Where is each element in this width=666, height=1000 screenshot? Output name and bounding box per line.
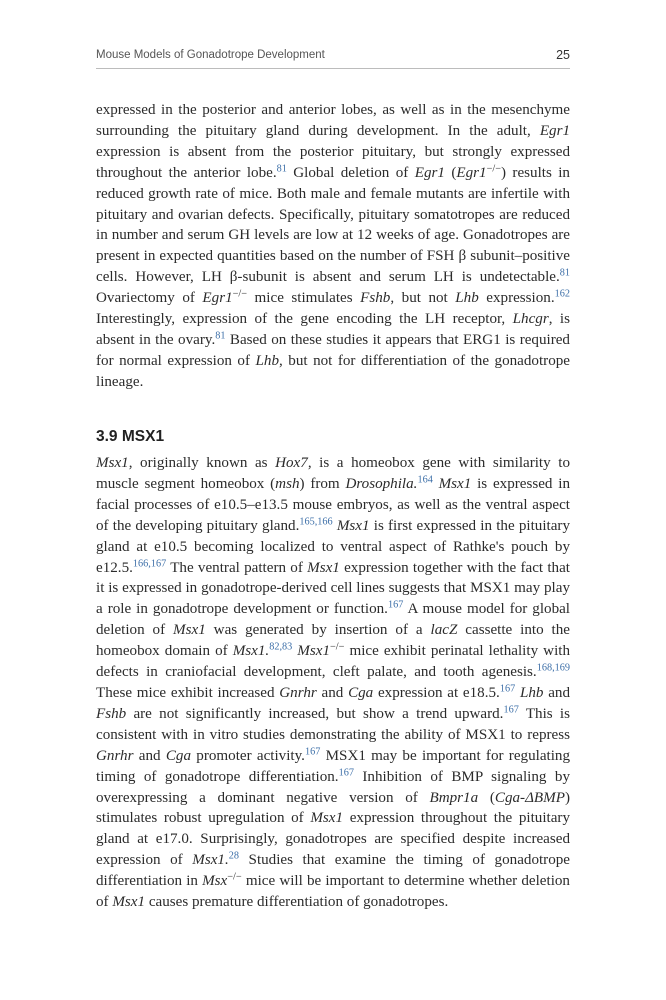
citation-link[interactable]: 81 — [559, 267, 570, 279]
text: Global deletion of — [286, 164, 415, 181]
gene-name: Cga — [348, 684, 374, 701]
text: These mice exhibit increased — [96, 684, 280, 701]
gene-name: Msx1 — [438, 475, 472, 492]
gene-name: Lhb — [255, 352, 279, 369]
text: and — [133, 747, 166, 764]
paragraph-msx1 — [96, 453, 570, 913]
gene-name: Msx1 — [336, 517, 370, 534]
text: Ovariectomy of — [96, 290, 203, 307]
citation-link[interactable]: 167 — [338, 766, 354, 778]
page-number: 25 — [556, 48, 570, 62]
running-head: Mouse Models of Gonadotrope Development — [96, 49, 325, 61]
gene-name: Hox7 — [275, 455, 308, 471]
text: mice stimulates — [247, 290, 361, 307]
gene-name: Cga-ΔBMP — [494, 789, 565, 806]
gene-name: Gnrhr — [279, 684, 317, 701]
genotype-superscript: −/− — [486, 163, 501, 175]
gene-name: Lhcgr — [512, 311, 549, 328]
gene-name: Egr1 — [202, 290, 233, 307]
text: Studies that examine the timing of gonadotrope differentiation in — [96, 852, 570, 890]
text: Based on these studies it appears that ERG1 is required for normal expression of — [96, 331, 570, 369]
text: expression throughout the pituitary gland at e17.0. Surprisingly, gonadotropes are specified despite increased expression of — [96, 810, 570, 869]
genotype-superscript: −/− — [227, 871, 242, 883]
gene-name: msh — [275, 475, 300, 492]
text: MSX1 may be important for regulating timing of gonadotrope differentiation. — [96, 747, 570, 785]
text: The ventral pattern of — [166, 559, 308, 576]
gene-name: Msx1 — [310, 810, 344, 827]
genotype-superscript: −/− — [330, 641, 345, 653]
text: cassette into the homeobox domain of — [96, 622, 570, 660]
text: ) from — [299, 475, 346, 492]
citation-link[interactable]: 168,169 — [536, 662, 570, 674]
citation-link[interactable]: 167 — [304, 746, 321, 758]
paragraph-egr1 — [96, 100, 570, 393]
citation-link[interactable]: 81 — [215, 330, 226, 342]
gene-name: Msx1 — [297, 643, 330, 660]
text: ( — [444, 164, 457, 181]
gene-name: Egr1 — [539, 122, 570, 139]
text: , but not for differentiation of the gonadotrope lineage. — [96, 352, 570, 390]
gene-name: Fshb — [96, 705, 127, 722]
citation-link[interactable]: 166,167 — [132, 557, 167, 569]
gene-name: Msx1 — [173, 622, 206, 639]
text: causes premature differentiation of gonadotropes. — [145, 894, 449, 911]
text: and — [316, 684, 349, 701]
text: ) results in reduced growth rate of mice. Both male and female mutants are infertile with pituitary and ovarian defects. Specifically, pituitary somatotropes are reduced in number and serum GH levels are low at 12 weeks of age. Gonadotropes are present in expected quantities based on the number of FSH β subunit–positive cells. However, LH β-subunit is absent and serum LH is undetectable. — [96, 164, 570, 286]
text: , is absent in the ovary. — [96, 311, 570, 348]
gene-name: Egr1 — [414, 164, 445, 181]
gene-name: Gnrhr — [96, 747, 134, 764]
text: expressed in the posterior and anterior lobes, as well as in the mesenchyme surrounding the pituitary gland during development. In the adult, — [96, 102, 570, 139]
gene-name: Msx1. — [232, 643, 270, 660]
citation-link[interactable]: 82,83 — [269, 641, 293, 653]
text: Interestingly, expression of the gene encoding the LH receptor, — [96, 311, 513, 328]
gene-name: Lhb — [519, 684, 544, 701]
citation-link[interactable]: 162 — [554, 288, 570, 300]
page-header — [96, 48, 570, 69]
text: expression. — [478, 290, 555, 307]
genotype-superscript: −/− — [232, 288, 248, 300]
gene-name: Msx1. — [192, 852, 229, 869]
citation-link[interactable]: 167 — [387, 599, 404, 611]
text: are not significantly increased, but show a trend upward. — [126, 705, 504, 722]
gene-name: Bmpr1a — [429, 789, 479, 806]
gene-name: Lhb — [455, 290, 479, 307]
text: was generated by insertion of a — [205, 622, 431, 639]
gene-name: Msx1 — [112, 894, 146, 911]
citation-link[interactable]: 28 — [228, 850, 239, 862]
text: , but not — [390, 290, 456, 307]
text: expression together with the fact that it is expressed in gonadotrope-derived cell lines suggests that MSX1 may play a role in gonadotrope development or function. — [96, 559, 570, 618]
text: expression at e18.5. — [373, 684, 500, 701]
gene-name: Msx1 — [96, 455, 129, 471]
section-heading: 3.9 MSX1 — [96, 428, 165, 445]
text: is expressed in facial processes of e10.5–e13.5 mouse embryos, as well as the ventral aspect of the developing pituitary gland. — [96, 475, 570, 534]
species-name: Drosophila. — [345, 475, 418, 492]
text: promoter activity. — [191, 747, 305, 764]
text: ) stimulates robust upregulation of — [96, 789, 570, 827]
text: A mouse model for global deletion of — [96, 601, 571, 639]
citation-link[interactable]: 81 — [276, 163, 287, 175]
gene-name: Msx1 — [307, 559, 340, 576]
text: , is a homeobox gene with similarity to muscle segment homeobox ( — [96, 455, 570, 492]
gene-name: Egr1 — [456, 164, 487, 181]
citation-link[interactable]: 165,166 — [299, 516, 333, 528]
citation-link[interactable]: 167 — [503, 704, 519, 716]
citation-link[interactable]: 164 — [417, 474, 433, 486]
text: expression is absent from the posterior pituitary, but strongly expressed throughout the anterior lobe. — [96, 143, 570, 181]
text: Inhibition of BMP signaling by overexpressing a dominant negative version of — [96, 768, 570, 806]
citation-link[interactable]: 167 — [499, 683, 516, 695]
text: mice will be important to determine whether deletion of — [96, 873, 570, 911]
text: This is consistent with in vitro studies demonstrating the ability of MSX1 to repress — [96, 705, 570, 743]
text: and — [543, 684, 570, 701]
gene-name: Cga — [165, 747, 192, 764]
gene-name: Fshb — [360, 290, 391, 307]
gene-name: Msx — [202, 873, 228, 890]
text: ( — [478, 789, 495, 806]
text: , originally known as — [128, 455, 276, 471]
text: is first expressed in the pituitary gland at e10.5 becoming localized to ventral aspect of Rathke's pouch by e12.5. — [96, 517, 570, 576]
gene-name: lacZ — [430, 622, 458, 639]
text: mice exhibit perinatal lethality with defects in craniofacial development, cleft palate, and tooth agenesis. — [96, 643, 570, 681]
